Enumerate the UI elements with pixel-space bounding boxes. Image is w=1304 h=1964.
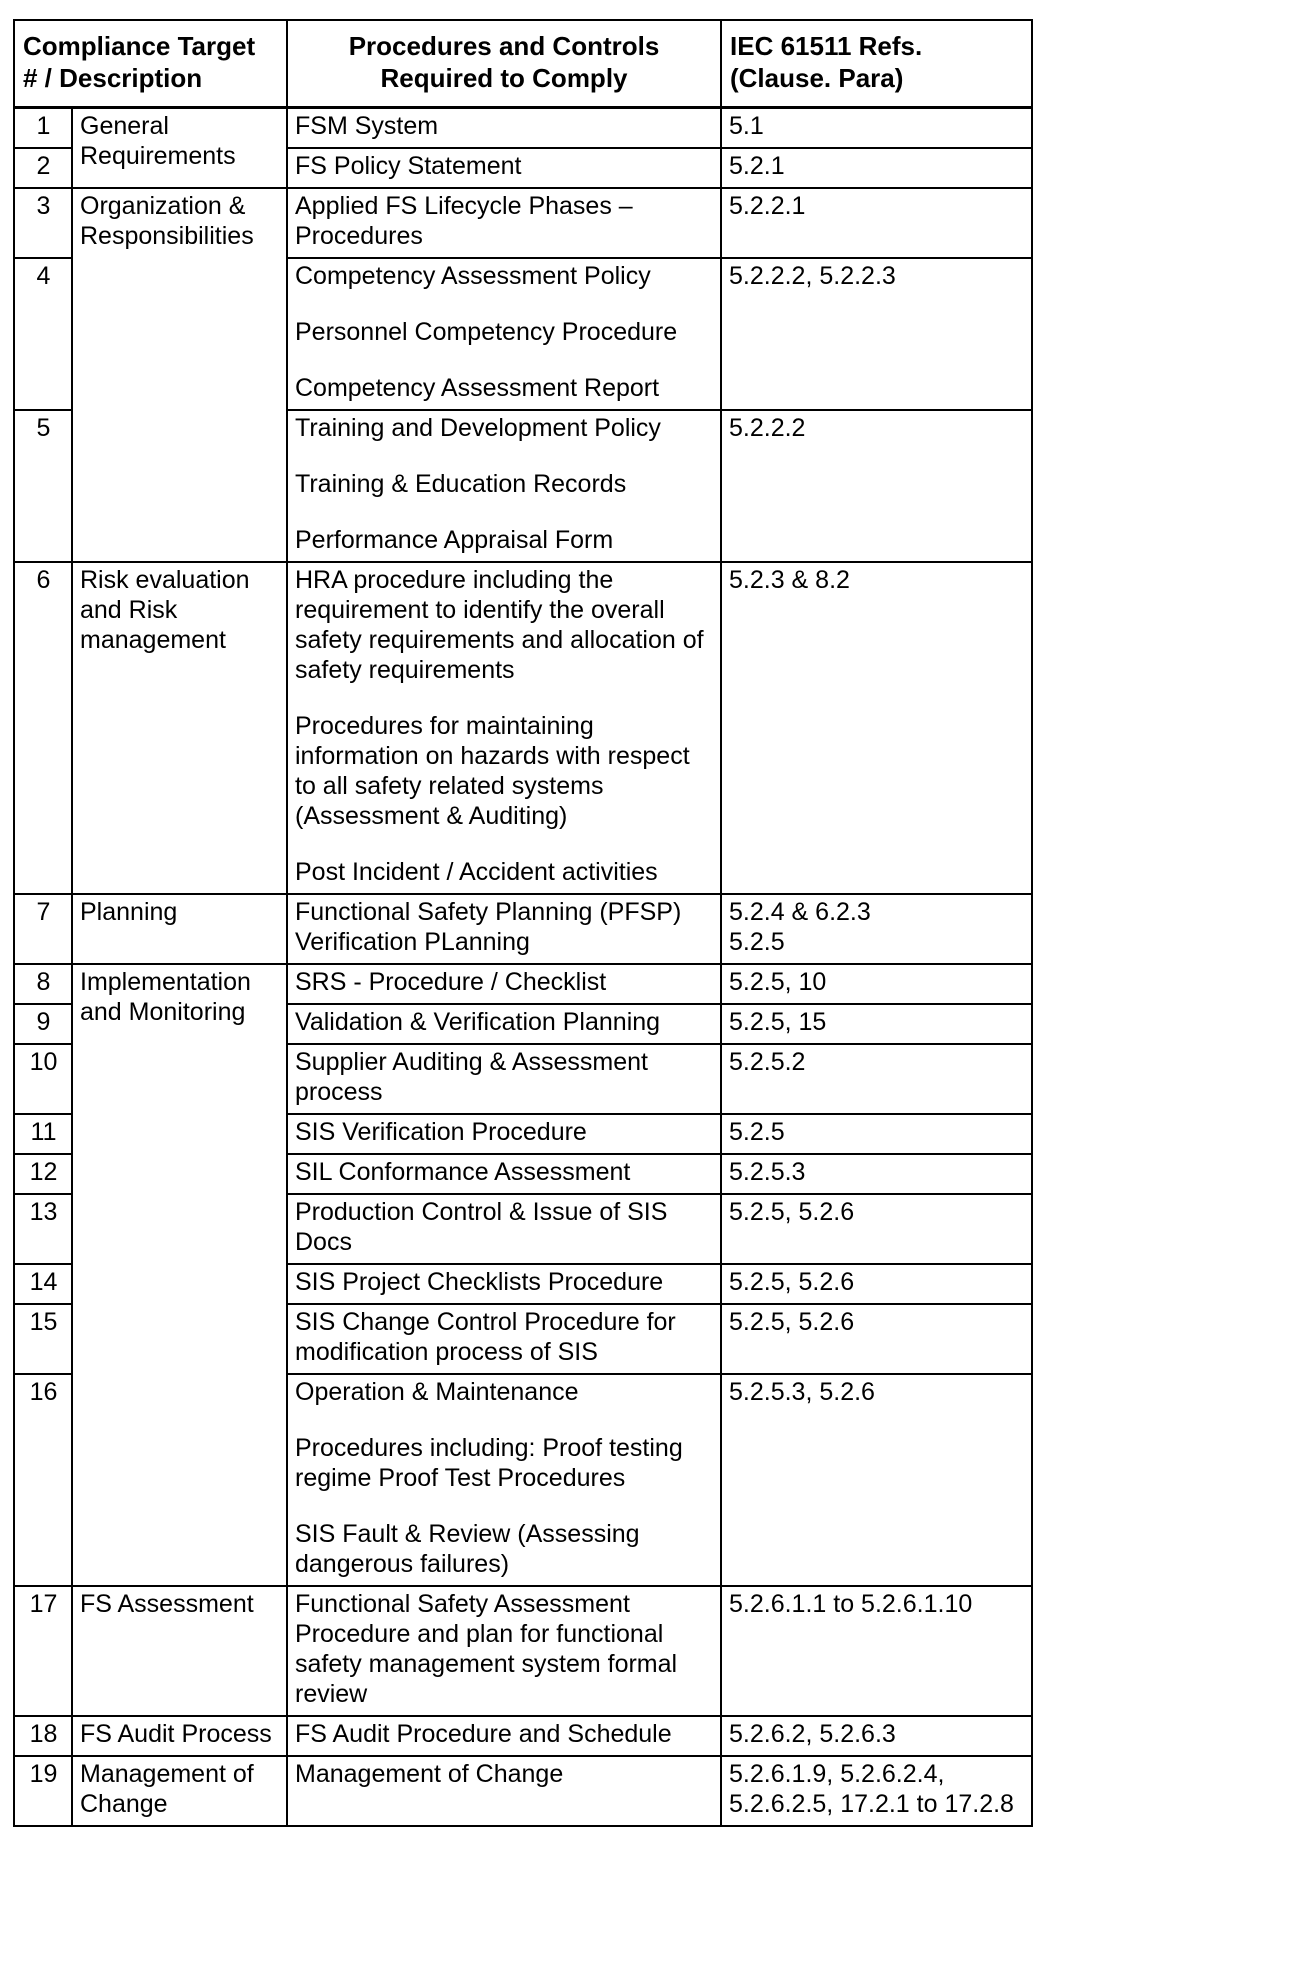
row-refs: [721, 148, 1032, 188]
row-procedures: [287, 894, 721, 964]
row-refs: [721, 1586, 1032, 1716]
ref-item: 5.2.5.3: [729, 1158, 806, 1187]
row-procedures: [287, 1716, 721, 1756]
procedure-item: Personnel Competency Procedure: [295, 318, 678, 347]
row-number: 14: [14, 1264, 72, 1304]
ref-item: 5.2.6.1.9, 5.2.6.2.4, 5.2.6.2.5, 17.2.1 to 17.2.8: [729, 1760, 1014, 1819]
procedure-item: Procedures including: Proof testing regime Proof Test Procedures: [295, 1434, 683, 1493]
row-number: 3: [14, 188, 72, 258]
compliance-target-table: [13, 19, 1033, 1827]
table-row: [14, 894, 1032, 964]
procedure-item: Procedures for maintaining information on hazards with respect to all safety related systems (Assessment & Auditing): [295, 712, 690, 831]
column-header-procedures-line1: Procedures and Controls: [348, 31, 660, 61]
row-refs: [721, 894, 1032, 964]
procedure-item: Applied FS Lifecycle Phases – Procedures: [295, 192, 633, 251]
row-number: 13: [14, 1194, 72, 1264]
row-number: 19: [14, 1756, 72, 1826]
row-number: 17: [14, 1586, 72, 1716]
ref-item: 5.2.1: [729, 152, 785, 181]
procedure-item: SIL Conformance Assessment: [295, 1158, 631, 1187]
procedure-item: Management of Change: [295, 1760, 564, 1789]
ref-item: 5.2.4 & 6.2.3: [729, 898, 871, 927]
column-header-iec-refs: [721, 20, 1032, 108]
row-refs: [721, 964, 1032, 1004]
table-row: [14, 188, 1032, 258]
ref-item: 5.2.3 & 8.2: [729, 566, 850, 595]
column-header-iec-refs-line2: (Clause. Para): [730, 62, 904, 93]
row-refs: [721, 1374, 1032, 1586]
row-number: 5: [14, 410, 72, 562]
row-number: 2: [14, 148, 72, 188]
row-description: Planning: [72, 894, 287, 964]
row-description: FS Audit Process: [72, 1716, 287, 1756]
row-refs: [721, 1114, 1032, 1154]
procedure-item: SIS Change Control Procedure for modification process of SIS: [295, 1308, 676, 1367]
ref-item: 5.2.2.1: [729, 192, 806, 221]
procedure-item: FSM System: [295, 112, 439, 141]
row-refs: [721, 1004, 1032, 1044]
row-description-line1: Organization &: [80, 192, 246, 221]
row-procedures: [287, 188, 721, 258]
row-description-line1: General: [80, 112, 169, 141]
procedure-item: Verification PLanning: [295, 928, 530, 957]
row-description: Management of Change: [72, 1756, 287, 1826]
row-refs: [721, 1716, 1032, 1756]
row-procedures: [287, 1756, 721, 1826]
row-number: 12: [14, 1154, 72, 1194]
table-row: [14, 1586, 1032, 1716]
row-number: 7: [14, 894, 72, 964]
row-number: 6: [14, 562, 72, 894]
row-procedures: [287, 1374, 721, 1586]
table-body: [14, 108, 1032, 1827]
row-procedures: [287, 148, 721, 188]
procedure-item: Training and Development Policy: [295, 414, 661, 443]
row-refs: [721, 410, 1032, 562]
row-procedures: [287, 410, 721, 562]
procedure-item: Production Control & Issue of SIS Docs: [295, 1198, 668, 1257]
row-procedures: [287, 1154, 721, 1194]
table-row: [14, 562, 1032, 894]
ref-item: 5.2.5: [729, 928, 785, 957]
column-header-procedures: [287, 20, 721, 108]
row-procedures: [287, 1194, 721, 1264]
ref-item: 5.2.5, 5.2.6: [729, 1308, 855, 1337]
ref-item: 5.2.6.1.1 to 5.2.6.1.10: [729, 1590, 973, 1619]
row-refs: [721, 108, 1032, 149]
row-procedures: [287, 1264, 721, 1304]
ref-item: 5.1: [729, 112, 764, 141]
table-row: [14, 1756, 1032, 1826]
procedure-item: SIS Project Checklists Procedure: [295, 1268, 664, 1297]
procedure-item: Functional Safety Assessment Procedure and plan for functional safety management system formal review: [295, 1590, 678, 1709]
row-refs: [721, 1304, 1032, 1374]
row-description: [72, 188, 287, 562]
column-header-compliance-target: [14, 20, 287, 108]
ref-item: 5.2.2.2: [729, 414, 806, 443]
procedure-item: SIS Fault & Review (Assessing dangerous failures): [295, 1520, 640, 1579]
procedure-item: Operation & Maintenance: [295, 1378, 579, 1407]
row-procedures: [287, 964, 721, 1004]
ref-item: 5.2.5, 10: [729, 968, 827, 997]
row-description-line2: Responsibilities: [80, 222, 254, 251]
row-procedures: [287, 562, 721, 894]
row-procedures: [287, 1114, 721, 1154]
row-procedures: [287, 1304, 721, 1374]
row-refs: [721, 258, 1032, 410]
procedure-item: HRA procedure including the requirement to identify the overall safety requirements and allocation of safety requirements: [295, 566, 704, 685]
row-refs: [721, 188, 1032, 258]
row-refs: [721, 1756, 1032, 1826]
table-header: [14, 20, 1032, 108]
table-row: [14, 1716, 1032, 1756]
row-procedures: [287, 1044, 721, 1114]
table-header-row: [14, 20, 1032, 108]
row-number: 16: [14, 1374, 72, 1586]
row-number: 11: [14, 1114, 72, 1154]
row-refs: [721, 562, 1032, 894]
row-description-line2: Requirements: [80, 142, 236, 171]
row-procedures: [287, 1004, 721, 1044]
row-number: 15: [14, 1304, 72, 1374]
ref-item: 5.2.6.2, 5.2.6.3: [729, 1720, 896, 1749]
ref-item: 5.2.5, 15: [729, 1008, 827, 1037]
table-row: [14, 964, 1032, 1004]
procedure-item: Performance Appraisal Form: [295, 526, 614, 555]
ref-item: 5.2.5, 5.2.6: [729, 1198, 855, 1227]
ref-item: 5.2.5.3, 5.2.6: [729, 1378, 875, 1407]
row-description: Risk evaluation and Risk management: [72, 562, 287, 894]
row-description: FS Assessment: [72, 1586, 287, 1716]
row-number: 9: [14, 1004, 72, 1044]
row-number: 4: [14, 258, 72, 410]
row-procedures: [287, 108, 721, 149]
procedure-item: SIS Verification Procedure: [295, 1118, 587, 1147]
ref-item: 5.2.5: [729, 1118, 785, 1147]
ref-item: 5.2.5, 5.2.6: [729, 1268, 855, 1297]
row-number: 10: [14, 1044, 72, 1114]
procedure-item: Validation & Verification Planning: [295, 1008, 661, 1037]
ref-item: 5.2.5.2: [729, 1048, 806, 1077]
column-header-iec-refs-line1: IEC 61511 Refs.: [730, 31, 923, 61]
procedure-item: Post Incident / Accident activities: [295, 858, 658, 887]
procedure-item: SRS - Procedure / Checklist: [295, 968, 607, 997]
procedure-item: Training & Education Records: [295, 470, 627, 499]
procedure-item: Competency Assessment Report: [295, 374, 660, 403]
row-description: [72, 108, 287, 189]
row-number: 18: [14, 1716, 72, 1756]
row-refs: [721, 1264, 1032, 1304]
row-refs: [721, 1044, 1032, 1114]
row-refs: [721, 1194, 1032, 1264]
procedure-item: Functional Safety Planning (PFSP): [295, 898, 682, 927]
procedure-item: FS Policy Statement: [295, 152, 522, 181]
ref-item: 5.2.2.2, 5.2.2.3: [729, 262, 896, 291]
row-description: Implementation and Monitoring: [72, 964, 287, 1586]
row-number: 1: [14, 108, 72, 149]
row-number: 8: [14, 964, 72, 1004]
column-header-compliance-target-line1: Compliance Target: [23, 31, 256, 61]
row-procedures: [287, 258, 721, 410]
table-row: [14, 108, 1032, 149]
procedure-item: Competency Assessment Policy: [295, 262, 651, 291]
row-refs: [721, 1154, 1032, 1194]
row-procedures: [287, 1586, 721, 1716]
column-header-procedures-line2: Required to Comply: [380, 62, 628, 93]
procedure-item: FS Audit Procedure and Schedule: [295, 1720, 672, 1749]
column-header-compliance-target-line2: # / Description: [23, 62, 203, 93]
procedure-item: Supplier Auditing & Assessment process: [295, 1048, 648, 1107]
